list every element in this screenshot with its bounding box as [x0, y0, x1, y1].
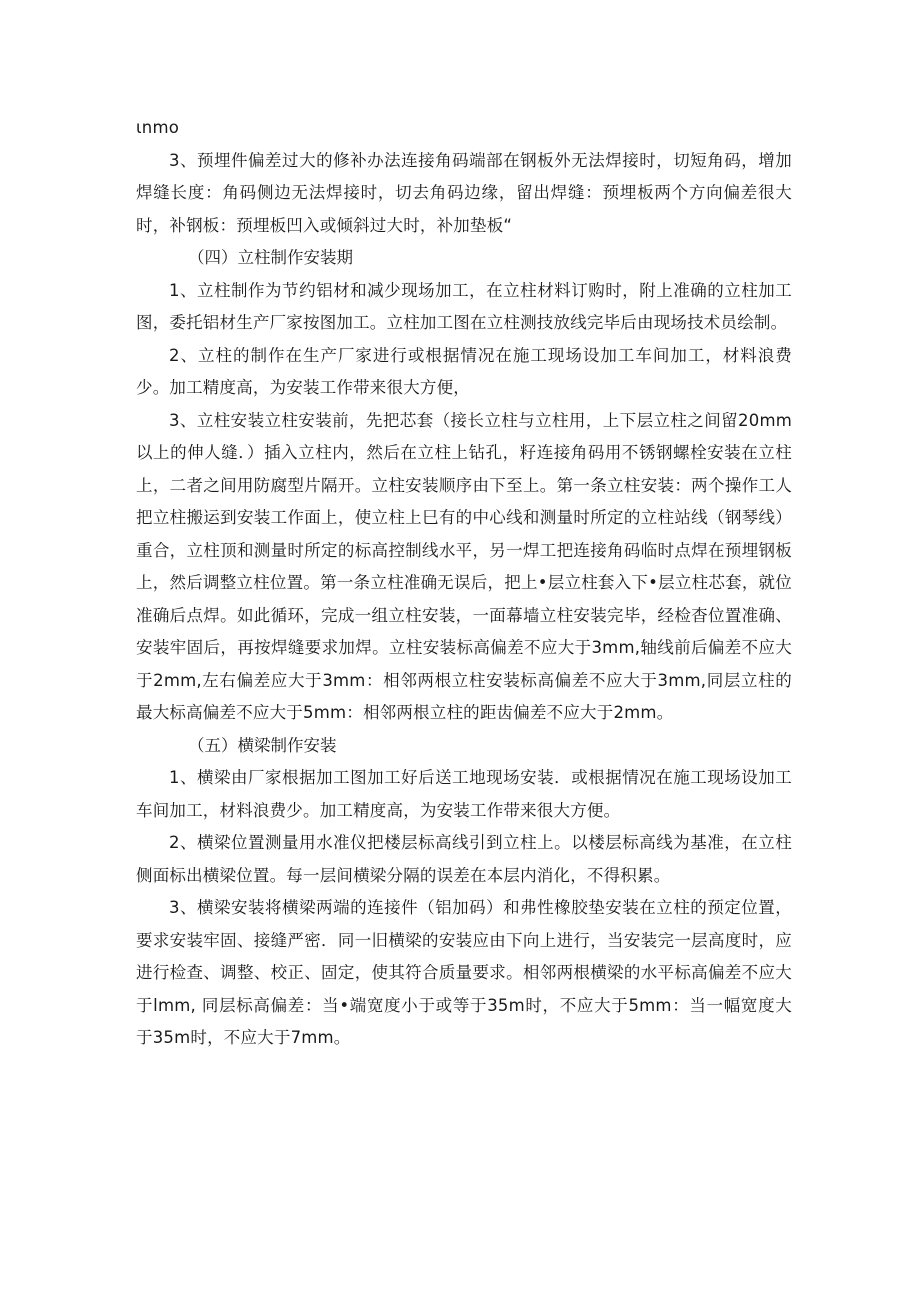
- document-body: [136, 112, 792, 1055]
- section-heading-beam: （五）横梁制作安装: [188, 735, 337, 755]
- paragraph-beam-installation: 3、横梁安装将横梁两端的连接件（铝加码）和弗性橡胶垫安装在立柱的预定位置，要求安装牢固、接缝严密．同一旧横梁的安装应由下向上进行，当安装完一层高度时，应进行检查、调整、校正、固定，使其符合质量要求。相邻两根横梁的水平标高偏差不应大于lmm, 同层标高偏差：当•端宽度小于或等于35m时，不应大于5mm：当一幅宽度大于35m时，不应大于7mm。: [136, 898, 792, 1047]
- paragraph-beam-fabrication: 1、横梁由厂家根据加工图加工好后送工地现场安装．或根据情况在施工现场设加工车间加工，材料浪费少。加工精度高，为安装工作带来很大方便。: [136, 768, 792, 820]
- paragraph-column-production: 2、立柱的制作在生产厂家进行或根据情况在施工现场设加工车间加工，材料浪费少。加工精度高，为安装工作带来很大方便，: [136, 345, 792, 397]
- paragraph-column-installation: 3、立柱安装立柱安装前，先把芯套（接长立柱与立柱用，上下层立柱之间留20mm以上的伸人缝．）插入立柱内，然后在立柱上钻孔，籽连接角码用不锈钢螺栓安装在立柱上，二者之间用防腐型片隔开。立柱安装顺序由下至上。第一条立柱安装：两个操作工人把立柱搬运到安装工作面上，使立柱上巳有的中心线和测量时所定的立柱站线（钢琴线）重合，立柱顶和测量时所定的标高控制线水平，另一焊工把连接角码临时点焊在预埋钢板上，然后调整立柱位置。第一条立柱准确无误后，把上•层立柱套入下•层立柱芯套，就位准确后点焊。如此循环，完成一组立柱安装，一面幕墙立柱安装完毕，经检杳位置准确、安装牢固后，再按焊缝要求加焊。立柱安装标高偏差不应大于3mm,轴线前后偏差不应大于2mm,左右偏差应大于3mm：相邻两根立柱安装标高偏差不应大于3mm,同层立柱的最大标高偏差不应大于5mm：相邻两根立柱的距齿偏差不应大于2mm。: [136, 410, 792, 722]
- paragraph-beam-positioning: 2、横梁位置测量用水准仪把楼层标高线引到立柱上。以楼层标高线为基准，在立柱侧面标出横梁位置。每一层间横梁分隔的误差在本层内消化，不得积累。: [136, 833, 792, 885]
- section-heading-column: （四）立柱制作安装期: [188, 248, 353, 267]
- paragraph-embed-repair: 3、预埋件偏差过大的修补办法连接角码端部在钢板外无法焊接时，切短角码，增加焊缝长度：角码侧边无法焊接时，切去角码边缘，留出焊缝：预埋板两个方向偏差很大时，补钢板：预埋板凹入或倾斜过大时，补加垫板“: [136, 150, 792, 235]
- text-fragment: ιnmo: [136, 118, 180, 137]
- paragraph-column-fabrication: 1、立柱制作为节约铝材和减少现场加工，在立柱材料订购时，附上准确的立柱加工图，委托铝材生产厂家按图加工。立柱加工图在立柱测技放线完毕后由现场技术员绘制。: [136, 280, 792, 332]
